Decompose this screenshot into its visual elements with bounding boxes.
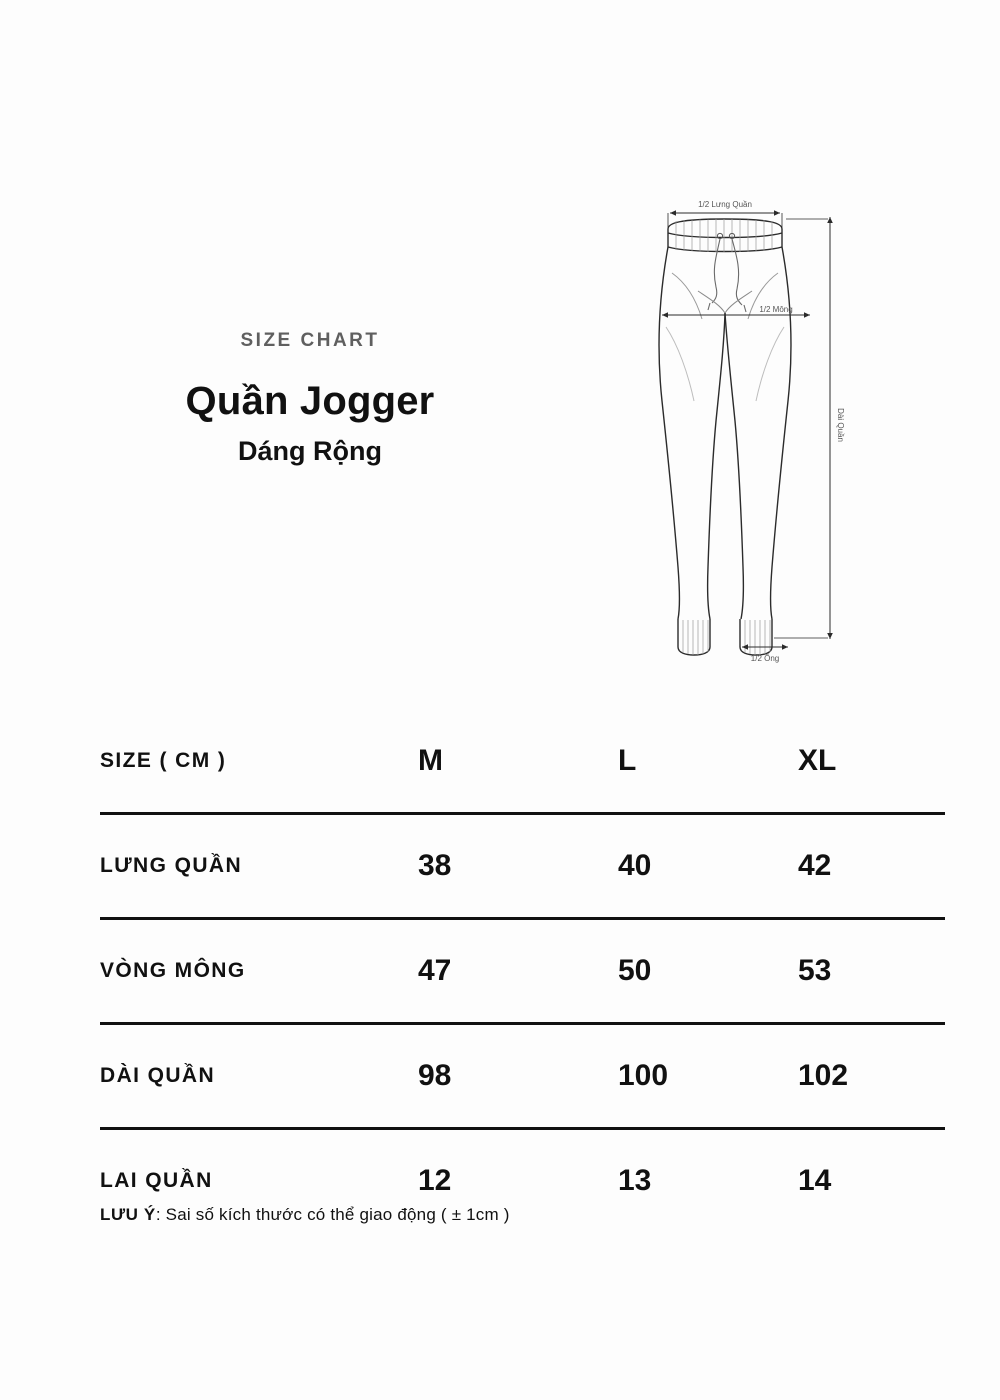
page-header — [0, 330, 620, 467]
size-table-wrapper — [100, 710, 945, 1232]
dim-label-cuff: 1/2 Ống — [750, 654, 780, 663]
cell-hip-m: 47 — [418, 919, 618, 1024]
dim-label-hip: 1/2 Mông — [759, 305, 793, 314]
cell-length-m: 98 — [418, 1024, 618, 1129]
row-label-length: DÀI QUẦN — [100, 1024, 418, 1129]
header-size-m: M — [418, 710, 618, 814]
header-size-unit: SIZE ( CM ) — [100, 710, 418, 814]
table-row — [100, 919, 945, 1024]
table-row — [100, 814, 945, 919]
cell-waist-l: 40 — [618, 814, 798, 919]
cell-hip-xl: 53 — [798, 919, 945, 1024]
row-label-waist: LƯNG QUẦN — [100, 814, 418, 919]
cell-length-l: 100 — [618, 1024, 798, 1129]
cell-hip-l: 50 — [618, 919, 798, 1024]
dim-label-length: Dài Quần — [836, 408, 845, 442]
row-label-hip: VÒNG MÔNG — [100, 919, 418, 1024]
footnote — [100, 1205, 510, 1225]
page-subtitle: Dáng Rộng — [238, 436, 382, 466]
cell-cuff-l: 13 — [618, 1164, 652, 1197]
page-title: Quần Jogger — [185, 379, 435, 423]
jogger-pants-technical-drawing — [620, 195, 980, 685]
footnote-prefix: LƯU Ý — [100, 1205, 156, 1224]
cell-cuff-xl: 14 — [798, 1164, 832, 1197]
table-row — [100, 1024, 945, 1129]
cell-length-xl: 102 — [798, 1024, 945, 1129]
header-size-xl: XL — [798, 710, 945, 814]
cell-cuff-m: 12 — [418, 1164, 452, 1197]
row-label-cuff: LAI QUẦN — [100, 1169, 213, 1192]
size-table — [100, 710, 945, 1232]
dim-label-waist: 1/2 Lưng Quần — [698, 200, 752, 209]
footnote-text: : Sai số kích thước có thể giao động ( ± 1cm ) — [155, 1205, 510, 1224]
cell-waist-xl: 42 — [798, 814, 945, 919]
page-eyebrow: SIZE CHART — [240, 330, 380, 351]
header-size-l: L — [618, 710, 798, 814]
cell-waist-m: 38 — [418, 814, 618, 919]
table-header-row — [100, 710, 945, 814]
